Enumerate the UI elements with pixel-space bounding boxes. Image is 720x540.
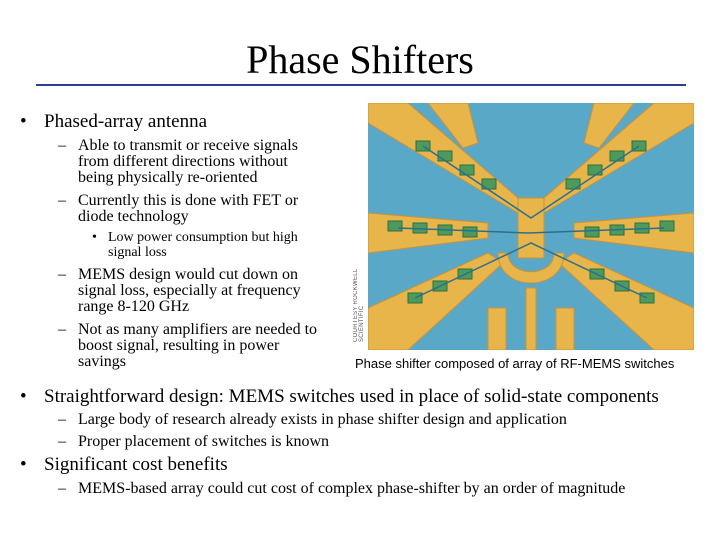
dash-marker: – (58, 192, 66, 209)
sub-line: diode technology (78, 208, 189, 225)
bullet-straightforward-design: Straightforward design: MEMS switches used in place of solid-state components (44, 386, 659, 407)
bullet-marker: • (20, 454, 27, 475)
subsub-marker: • (92, 230, 97, 245)
dash-marker: – (58, 433, 66, 450)
dash-marker: – (58, 480, 66, 497)
title-underline (36, 84, 686, 86)
bullet-marker: • (20, 111, 27, 132)
sub-line: MEMS design would cut down on (78, 266, 298, 283)
sub-line: range 8-120 GHz (78, 298, 190, 315)
subsub-line: Low power consumption but high (108, 230, 298, 245)
bullet-phased-array: Phased-array antenna (44, 111, 208, 132)
dash-marker: – (58, 321, 66, 338)
sub-line: Proper placement of switches is known (78, 433, 330, 450)
sub-line: Large body of research already exists in phase shifter design and application (78, 411, 567, 428)
sub-line: Not as many amplifiers are needed to (78, 321, 318, 338)
dash-marker: – (58, 137, 66, 154)
photo-credit: COURTESY ROCKWELL SCIENTIFIC (353, 268, 365, 342)
sub-line: savings (78, 353, 126, 370)
sub-line: from different directions without (78, 153, 288, 170)
slide-title: Phase Shifters (246, 37, 474, 82)
sub-line: boost signal, resulting in power (78, 337, 280, 354)
phase-shifter-photo (368, 103, 694, 350)
sub-line: signal loss, especially at frequency (78, 282, 301, 299)
figure-caption: Phase shifter composed of array of RF-MEMS switches (355, 356, 675, 371)
dash-marker: – (58, 411, 66, 428)
subsub-line: signal loss (108, 245, 167, 260)
dash-marker: – (58, 266, 66, 283)
sub-line: Able to transmit or receive signals (78, 137, 298, 154)
sub-line: Currently this is done with FET or (78, 192, 299, 209)
sub-line: MEMS-based array could cut cost of complex phase-shifter by an order of magnitude (78, 480, 626, 497)
bullet-marker: • (20, 386, 27, 407)
bullet-cost-benefits: Significant cost benefits (44, 454, 228, 475)
sub-line: being physically re-oriented (78, 169, 258, 186)
